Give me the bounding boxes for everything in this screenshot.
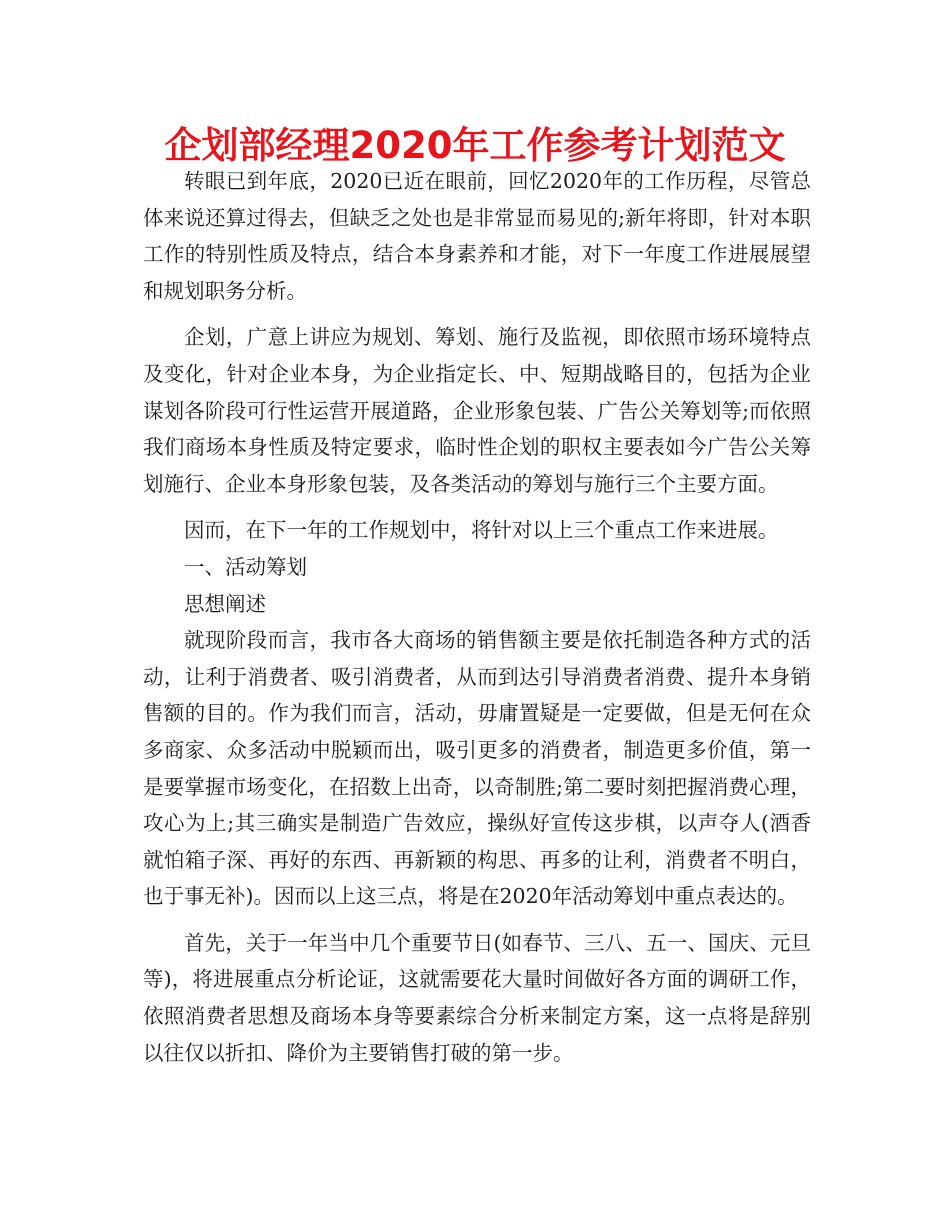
paragraph-planning-definition: 企划，广意上讲应为规划、筹划、施行及监视，即依照市场环境特点及变化，针对企业本身，为企业指定长、中、短期战略目的，包括为企业谋划各阶段可行性运营开展道路，企业形象包装、广告公关筹划等;而依照我们商场本身性质及特定要求，临时性企划的职权主要表如今广告公关筹划施行、企业本身形象包装，及各类活动的筹划与施行三个主要方面。 — [143, 325, 811, 496]
paragraph-transition: 因而，在下一年的工作规划中，将针对以上三个重点工作来进展。 — [184, 518, 779, 543]
document-body — [143, 163, 811, 1071]
paragraph-current-stage: 就现阶段而言，我市各大商场的销售额主要是依托制造各种方式的活动，让利于消费者、吸引消费者，从而到达引导消费者消费、提升本身销售额的目的。作为我们而言，活动，毋庸置疑是一定要做，但是无何在众多商家、众多活动中脱颖而出，吸引更多的消费者，制造更多价值，第一是要掌握市场变化，在招数上出奇，以奇制胜;第二要时刻把握消费心理，攻心为上;其三确实是制造广告效应，操纵好宣传这步棋，以声夺人(酒香就怕箱子深、再好的东西、再新颖的构思、再多的让利，消费者不明白，也于事无补)。因而以上这三点，将是在2020年活动筹划中重点表达的。 — [143, 628, 811, 909]
section-heading-activity-planning: 一、活动筹划 — [184, 554, 307, 579]
paragraph-holidays: 首先，关于一年当中几个重要节日(如春节、三八、五一、国庆、元旦等)，将进展重点分析论证，这就需要花大量时间做好各方面的调研工作，依照消费者思想及商场本身等要素综合分析来制定方案，这一点将是辞别以往仅以折扣、降价为主要销售打破的第一步。 — [143, 930, 811, 1065]
document-title: 企划部经理2020年工作参考计划范文 — [164, 124, 786, 167]
subheading-idea-statement: 思想阐述 — [184, 591, 266, 616]
paragraph-intro: 转眼已到年底，2020已近在眼前，回忆2020年的工作历程，尽管总体来说还算过得去，但缺乏之处也是非常显而易见的;新年将即，针对本职工作的特别性质及特点，结合本身素养和才能，对下一年度工作进展展望和规划职务分析。 — [143, 169, 811, 303]
